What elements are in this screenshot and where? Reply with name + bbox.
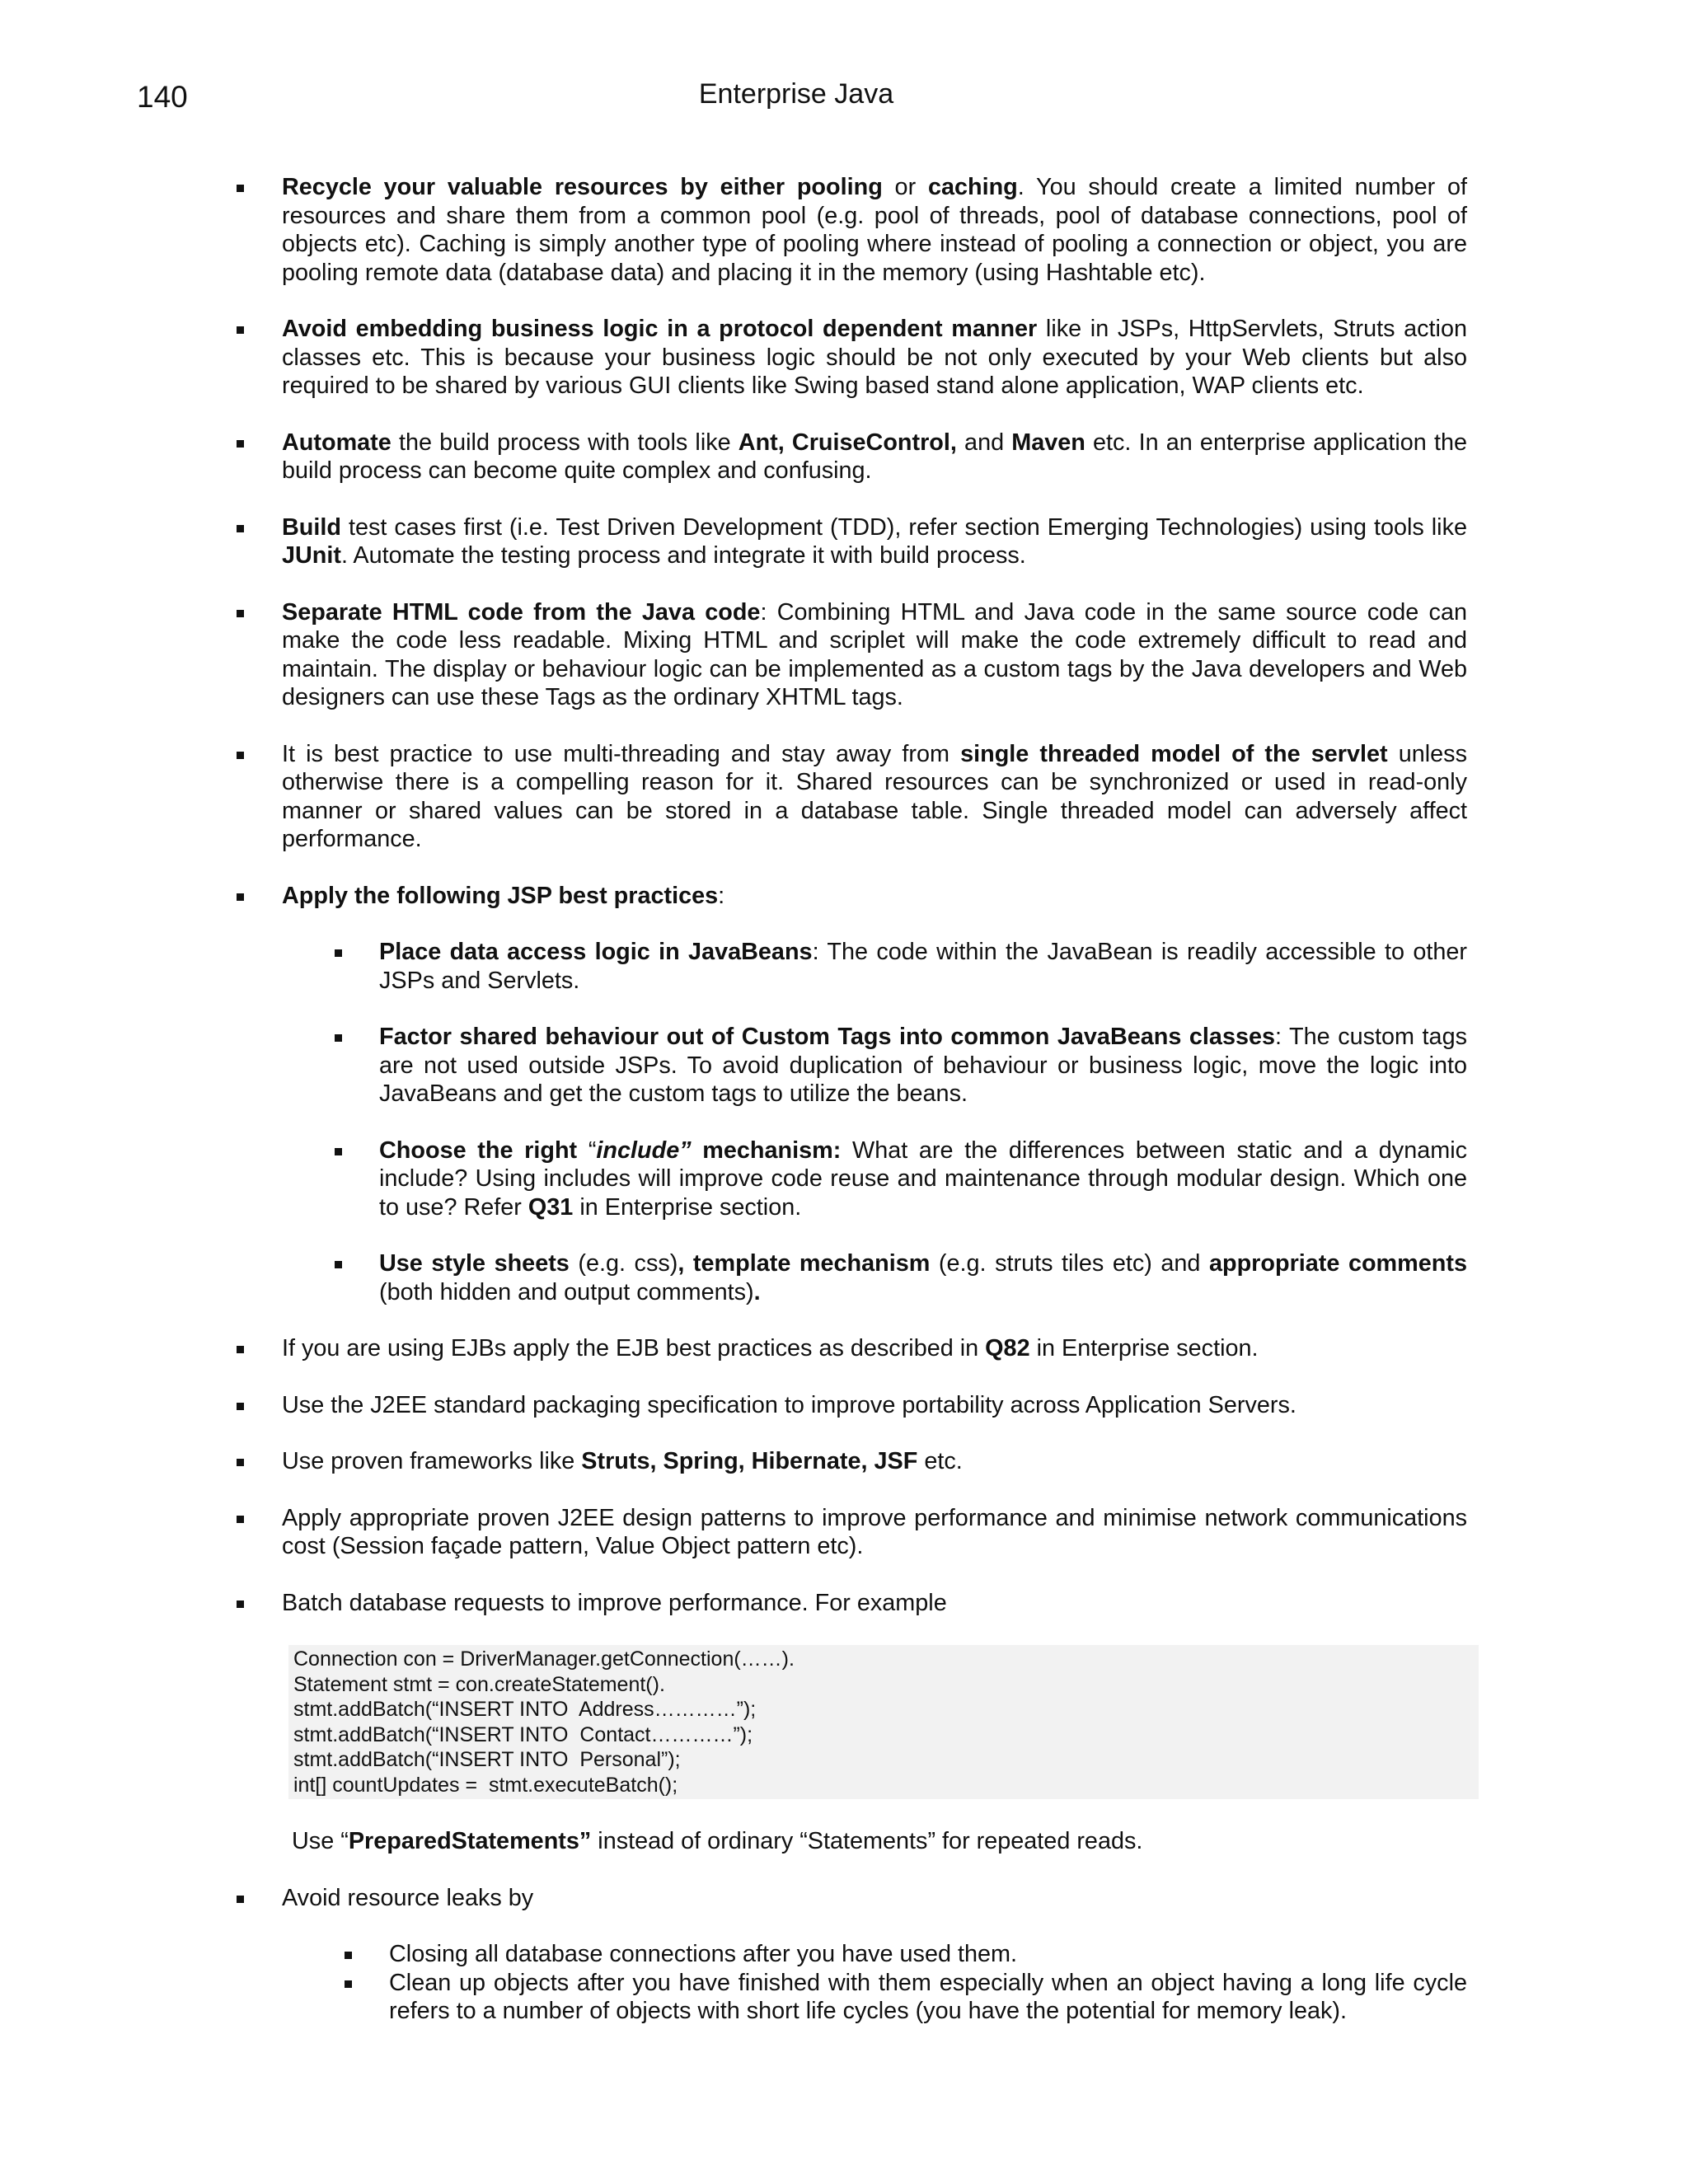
item-text: the build process with tools like — [391, 429, 738, 456]
bullet-square-icon — [237, 610, 244, 617]
item-text: (e.g. struts tiles etc) and — [930, 1250, 1209, 1277]
item-text: Closing all database connections after you have used them. — [389, 1941, 1017, 1967]
item-emphasis: Separate HTML code from the Java code — [282, 598, 761, 626]
item-text: . Automate the testing process and integrate it with build process. — [341, 542, 1026, 569]
item-emphasis: Q82 — [985, 1335, 1030, 1361]
list-item-recycle-resources — [232, 173, 1467, 287]
item-text: in Enterprise section. — [573, 1193, 802, 1221]
bullet-square-icon — [335, 949, 342, 957]
item-text: Use the J2EE standard packaging specification to improve portability across Application Servers. — [282, 1391, 1296, 1418]
item-text: Use “ — [292, 1828, 349, 1854]
bullet-square-icon — [237, 1516, 244, 1523]
item-emphasis: Apply the following JSP best practices — [282, 882, 719, 909]
item-text: Clean up objects after you have finished with them especially when an object having a long life cycle refers to a number of objects with short life cycles (you have the potential for memory leak). — [389, 1969, 1467, 2024]
sublist-item-clean-up-objects — [282, 1969, 1467, 2026]
item-text: test cases first (i.e. Test Driven Development (TDD), refer section Emerging Technologies) using tools like — [340, 513, 1467, 541]
item-emphasis: single threaded model of the servlet — [960, 740, 1388, 767]
bullet-square-icon — [237, 525, 244, 532]
code-block — [288, 1645, 1479, 1799]
list-item-design-patterns — [232, 1504, 1467, 1561]
running-head: Enterprise Java — [698, 78, 894, 110]
item-emphasis: Struts, Spring, Hibernate, JSF — [581, 1448, 918, 1474]
code-line: Connection con = DriverManager.getConnection(……). — [293, 1647, 795, 1671]
list-item-multithreading — [232, 740, 1467, 854]
item-text: : Combining HTML and Java code in the same source code can make the code less readable. Mixing HTML and scriplet will make the code extremely difficult to read and maintain. The display or behaviour logic can be implemented as a custom tags by the Java developers and Web designers can use these Tags as the ordinary XHTML tags. — [282, 598, 1467, 710]
code-line: int[] countUpdates = stmt.executeBatch(); — [293, 1773, 678, 1797]
item-text: etc. In an enterprise application the build process can become quite complex and confusing. — [282, 429, 1467, 484]
item-emphasis: Factor shared behaviour out of Custom Tags into common JavaBeans classes — [379, 1024, 1276, 1050]
list-item-j2ee-packaging — [232, 1391, 1467, 1420]
item-text: Apply appropriate proven J2EE design patterns to improve performance and minimise network communications cost (Session façade pattern, Value Object pattern etc). — [282, 1504, 1467, 1559]
list-item-automate-build — [232, 429, 1467, 485]
sublist-item-shared-behaviour — [282, 1023, 1467, 1108]
item-emphasis: Avoid embedding business logic in a protocol dependent manner — [282, 316, 1038, 342]
resource-leaks-sublist — [282, 1940, 1467, 2026]
code-line: stmt.addBatch(“INSERT INTO Personal”); — [293, 1748, 681, 1771]
item-text: in Enterprise section. — [1029, 1335, 1259, 1361]
item-text: like in JSPs, HttpServlets, Struts action classes etc. This is because your business logic should be not only executed by your Web clients but also required to be shared by various GUI clients like Swing based stand alone application, WAP clients etc. — [282, 316, 1467, 399]
item-text: unless otherwise there is a compelling reason for it. Shared resources can be synchronized or used in read-only manner or shared values can be stored in a database table. Single threaded model can adversely affect performance. — [282, 740, 1467, 852]
item-text: etc. — [917, 1448, 963, 1474]
sublist-item-close-connections — [282, 1940, 1467, 1969]
bullet-square-icon — [237, 1403, 244, 1410]
item-text: : The code within the JavaBean is readily accessible to other JSPs and Servlets. — [379, 939, 1467, 994]
item-text: Use proven frameworks like — [282, 1448, 582, 1474]
bullet-square-icon — [335, 1148, 342, 1155]
best-practices-list — [232, 173, 1467, 2026]
item-text: or — [882, 174, 928, 200]
list-item-jsp-best-practices — [232, 882, 1467, 1307]
list-item-resource-leaks — [232, 1884, 1467, 2026]
bullet-square-icon — [237, 893, 244, 901]
bullet-square-icon — [237, 1346, 244, 1353]
list-item-build-tests — [232, 513, 1467, 570]
bullet-square-icon — [335, 1034, 342, 1042]
sublist-item-data-access — [282, 938, 1467, 995]
item-emphasis: Place data access logic in JavaBeans — [379, 939, 813, 965]
item-emphasis: Automate — [282, 429, 392, 456]
item-emphasis: Build — [282, 513, 341, 541]
sublist-item-style-sheets — [282, 1249, 1467, 1306]
item-text: (both hidden and output comments) — [379, 1278, 754, 1305]
item-emphasis: mechanism: — [691, 1137, 842, 1164]
list-item-separate-html — [232, 598, 1467, 712]
item-text: If you are using EJBs apply the EJB best practices as described in — [282, 1335, 986, 1361]
bullet-square-icon — [237, 326, 244, 334]
bullet-square-icon — [237, 185, 244, 192]
jsp-practices-sublist — [282, 938, 1467, 1306]
item-emphasis: JUnit — [282, 542, 341, 569]
item-text: Avoid resource leaks by — [282, 1884, 534, 1911]
list-item-ejb-practices — [232, 1334, 1467, 1363]
item-emphasis: Use style sheets — [379, 1250, 570, 1277]
item-text: instead of ordinary “Statements” for repeated reads. — [591, 1828, 1143, 1854]
item-emphasis: Maven — [1011, 429, 1085, 456]
item-text: : The custom tags are not used outside JSPs. To avoid duplication of behaviour or business logic, move the logic into JavaBeans and get the custom tags to utilize the beans. — [379, 1024, 1467, 1107]
item-text: : — [718, 882, 725, 909]
item-emphasis: Recycle your valuable resources by either pooling — [282, 174, 883, 200]
item-text: and — [956, 429, 1012, 456]
code-line: Statement stmt = con.createStatement(). — [293, 1672, 665, 1696]
item-emphasis: Ant, CruiseControl, — [738, 429, 957, 456]
item-emphasis: appropriate comments — [1208, 1250, 1467, 1277]
item-text: “ — [588, 1137, 597, 1164]
bullet-square-icon — [237, 1601, 244, 1608]
prepared-statements-note — [292, 1827, 1467, 1856]
bullet-square-icon — [237, 1459, 244, 1466]
item-text: . You should create a limited number of resources and share them from a common pool (e.g. pool of threads, pool of database connections, pool of objects etc). Caching is simply another type of pooling where instead of pooling a connection or object, you are pooling remote data (database data) and placing it in the memory (using Hashtable etc). — [282, 174, 1467, 286]
item-emphasis: caching — [927, 174, 1018, 200]
bullet-square-icon — [345, 1952, 352, 1959]
item-emphasis: Choose the right — [379, 1137, 588, 1164]
bullet-square-icon — [237, 1896, 244, 1903]
bullet-square-icon — [237, 752, 244, 759]
item-text: It is best practice to use multi-threading and stay away from — [282, 740, 961, 767]
code-line: stmt.addBatch(“INSERT INTO Address…………”); — [293, 1698, 757, 1721]
code-line: stmt.addBatch(“INSERT INTO Contact…………”); — [293, 1722, 753, 1746]
bullet-square-icon — [335, 1261, 342, 1268]
list-item-business-logic — [232, 315, 1467, 401]
item-emphasis: . — [753, 1278, 761, 1305]
item-text: Batch database requests to improve performance. For example — [282, 1589, 947, 1616]
item-emphasis: Q31 — [528, 1193, 574, 1221]
bullet-square-icon — [237, 440, 244, 448]
item-text: (e.g. css) — [569, 1250, 678, 1277]
item-emphasis-italic: include” — [596, 1137, 692, 1164]
page-number: 140 — [137, 80, 188, 114]
list-item-batch-requests — [232, 1589, 1467, 1856]
item-emphasis: PreparedStatements” — [348, 1828, 592, 1854]
item-text: What are the differences between static and a dynamic include? Using includes will improve code reuse and maintenance through modular design. Which one to use? Refer — [379, 1137, 1468, 1221]
sublist-item-include-mechanism — [282, 1137, 1467, 1222]
page-body — [232, 173, 1467, 2026]
item-emphasis: , template mechanism — [678, 1250, 931, 1277]
list-item-frameworks — [232, 1447, 1467, 1476]
bullet-square-icon — [345, 1980, 352, 1988]
